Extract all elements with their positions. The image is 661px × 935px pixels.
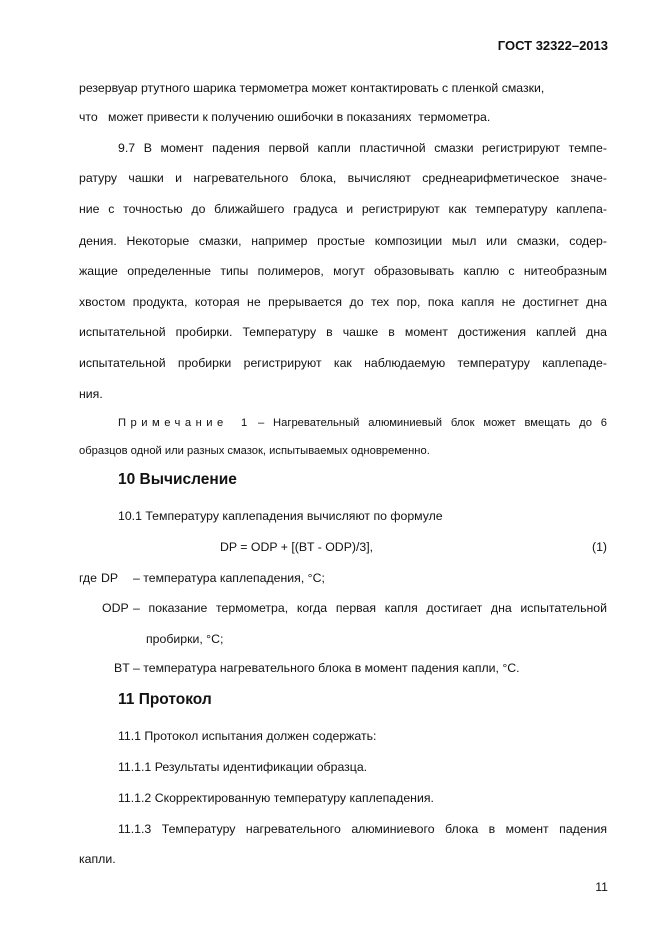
text-line: испытательной пробирки. Температуру в чашке в момент достижения каплей дна [79, 325, 607, 339]
where-label: где [79, 571, 97, 585]
text-line: ратуру чашки и нагревательного блока, вычисляют среднеарифметическое значе- [79, 171, 607, 185]
text-line: дения. Некоторые смазки, например простые композиции мыл или смазки, содер- [79, 234, 607, 248]
text-line: 11.1.1 Результаты идентификации образца. [118, 760, 368, 774]
note-text: образцов одной или разных смазок, испытываемых одновременно. [79, 445, 430, 457]
definition-symbol: BT [114, 661, 130, 675]
text-line: 11.1.2 Скорректированную температуру каплепадения. [118, 791, 434, 805]
text-line: 11.1 Протокол испытания должен содержать: [118, 729, 377, 743]
formula-number: (1) [591, 540, 607, 554]
text-line: 11.1.3 Температуру нагревательного алюминиевого блока в момент падения [118, 822, 607, 836]
text-line: капли. [79, 852, 116, 866]
definition-text: – показание термометра, когда первая капля достигает дна испытательной [133, 601, 607, 615]
definition-text: – температура каплепадения, °С; [133, 571, 325, 585]
definition-text: пробирки, °С; [146, 632, 224, 646]
text-line: 10.1 Температуру каплепадения вычисляют по формуле [118, 509, 443, 523]
formula: DP = ODP + [(BT - ODP)/3], [220, 540, 374, 554]
text-line: жащие определенные типы полимеров, могут образовывать каплю с нитеобразным [79, 264, 607, 278]
section-heading: 11 Протокол [118, 691, 212, 708]
text-line: 9.7 В момент падения первой капли пластичной смазки регистрируют темпе- [118, 141, 607, 155]
text-line: испытательной пробирки регистрируют как наблюдаемую температуру каплепаде- [79, 356, 607, 370]
section-heading: 10 Вычисление [118, 471, 237, 488]
page-number: 11 [595, 880, 608, 894]
text-line: резервуар ртутного шарика термометра может контактировать с пленкой смазки, [79, 81, 545, 95]
text-line: ния. [79, 387, 103, 401]
definition-text: – температура нагревательного блока в момент падения капли, °С. [133, 661, 520, 675]
note-text: – Нагревательный алюминиевый блок может вмещать до 6 [258, 417, 607, 429]
text-line: хвостом продукта, которая не прерывается до тех пор, пока капля не достигнет дна [79, 295, 607, 309]
text-line: что может привести к получению ошибочки в показаниях термометра. [79, 110, 491, 124]
text-line: ние с точностью до ближайшего градуса и регистрируют как температуру каплепа- [79, 202, 607, 216]
definition-symbol: DP [101, 571, 119, 585]
document-id: ГОСТ 32322–2013 [497, 38, 608, 53]
note-number: 1 [241, 417, 248, 429]
definition-symbol: ODP [102, 601, 129, 615]
note-label: Примечание [118, 417, 228, 429]
